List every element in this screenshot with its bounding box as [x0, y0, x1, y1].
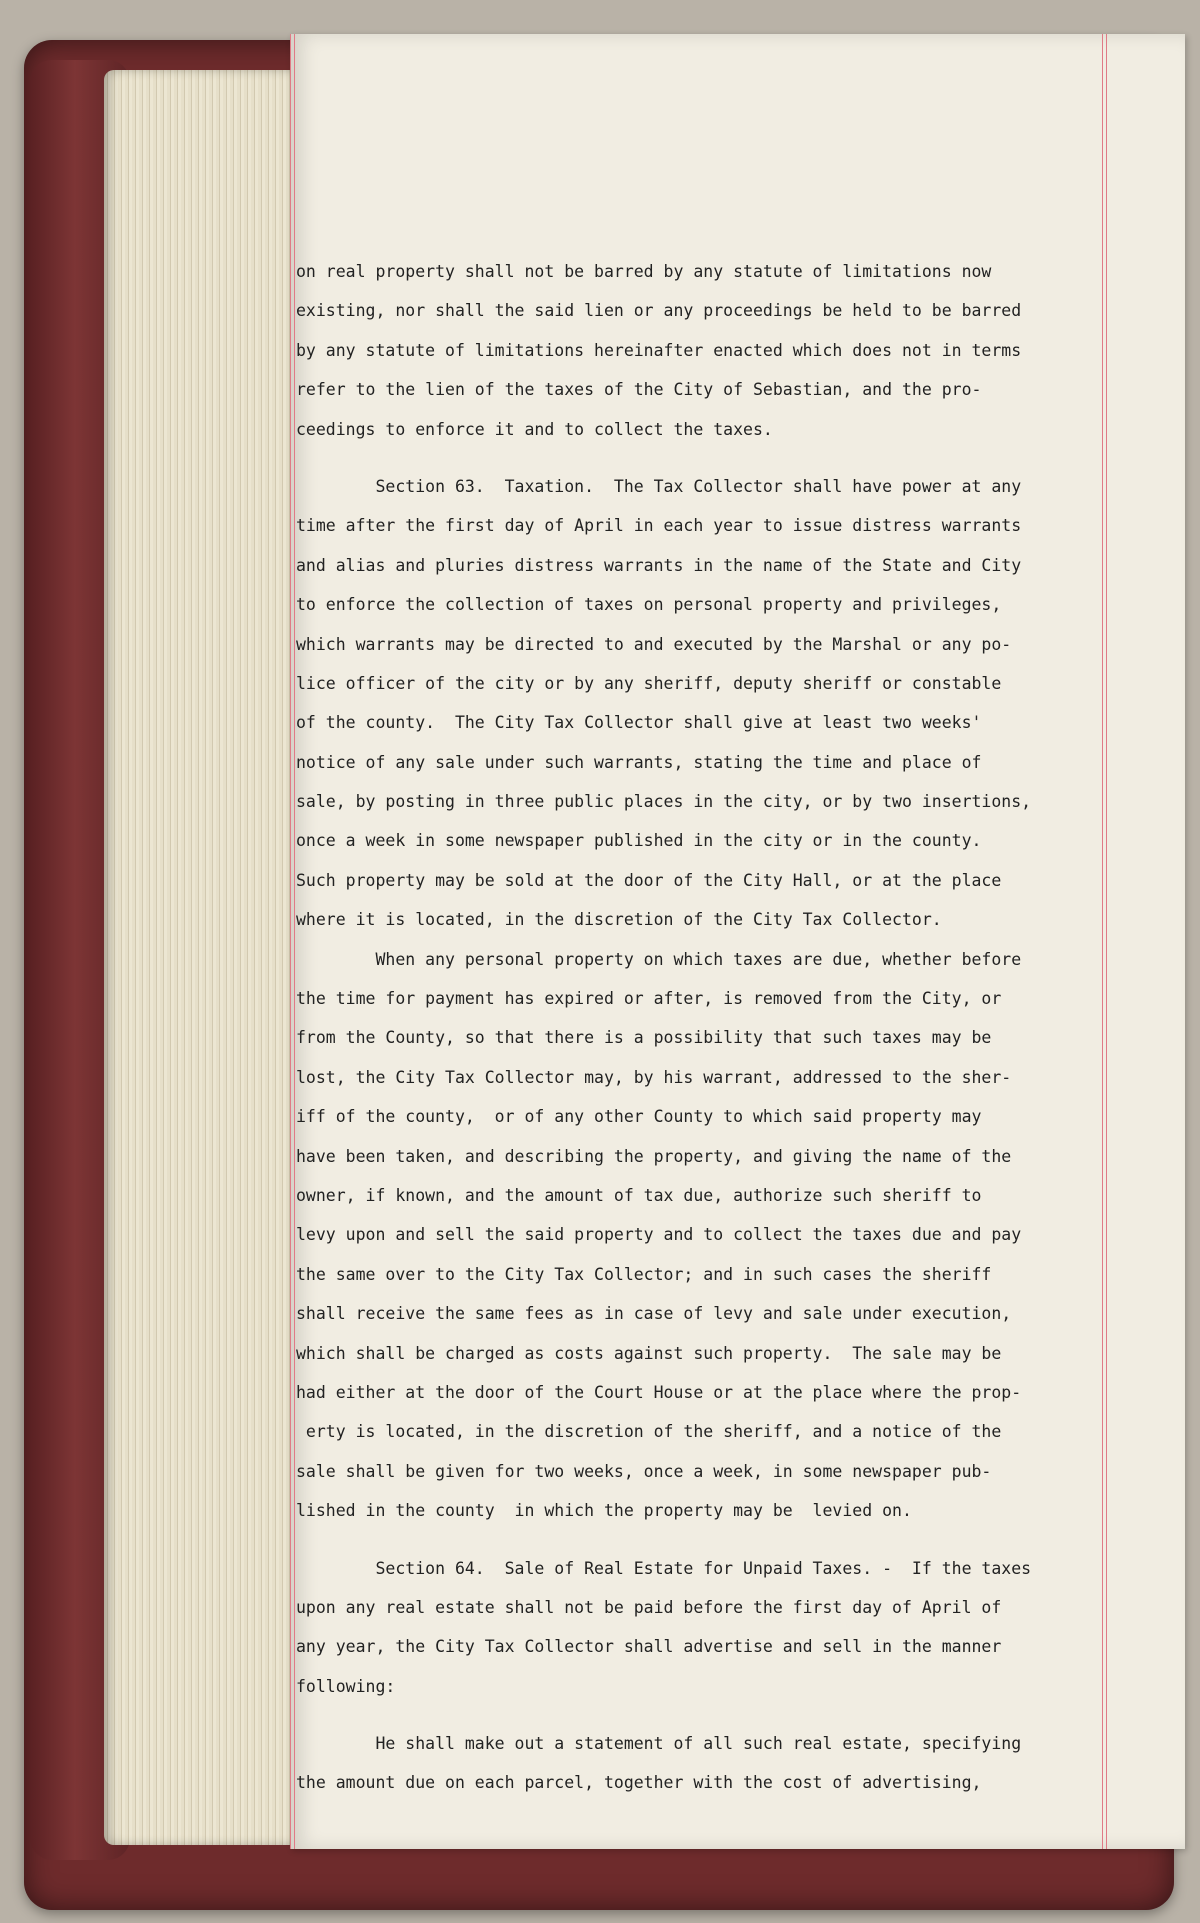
typed-text-body — [296, 252, 1136, 1803]
text-line: lost, the City Tax Collector may, by his warrant, addressed to the sher- — [296, 1067, 1012, 1087]
section-63-taxation — [296, 467, 1136, 1531]
text-line: Such property may be sold at the door of the City Hall, or at the place — [296, 870, 1002, 890]
stacked-page-edges — [104, 70, 294, 1845]
text-line: which shall be charged as costs against such property. The sale may be — [296, 1343, 1002, 1363]
text-line: upon any real estate shall not be paid before the first day of April of — [296, 1597, 1002, 1617]
text-line: any year, the City Tax Collector shall advertise and sell in the manner — [296, 1637, 1002, 1657]
text-line: following: — [296, 1676, 396, 1696]
text-line: sale, by posting in three public places in the city, or by two insertions, — [296, 792, 1032, 812]
text-line: on real property shall not be barred by any statute of limitations now — [296, 262, 992, 281]
section-64-statement-paragraph — [296, 1724, 1136, 1803]
paragraph-continuation — [296, 252, 1136, 449]
left-margin-rule — [290, 34, 291, 1849]
text-line: refer to the lien of the taxes of the City of Sebastian, and the pro- — [296, 380, 982, 400]
text-line: Section 64. Sale of Real Estate for Unpaid Taxes. - If the taxes — [296, 1558, 1032, 1578]
text-line: levy upon and sell the said property and to collect the taxes due and pay — [296, 1225, 1022, 1245]
text-line: existing, nor shall the said lien or any proceedings be held to be barred — [296, 301, 1022, 321]
text-line: He shall make out a statement of all such real estate, specifying — [296, 1734, 1022, 1754]
text-line: from the County, so that there is a possibility that such taxes may be — [296, 1028, 992, 1048]
section-64-sale-of-real-estate — [296, 1549, 1136, 1707]
text-line: When any personal property on which taxes are due, whether before — [296, 949, 1022, 969]
text-line: to enforce the collection of taxes on personal property and privileges, — [296, 595, 1002, 615]
text-line: the amount due on each parcel, together with the cost of advertising, — [296, 1773, 982, 1793]
text-line: by any statute of limitations hereinafter enacted which does not in terms — [296, 340, 1022, 360]
text-line: where it is located, in the discretion of the City Tax Collector. — [296, 910, 942, 930]
text-line: shall receive the same fees as in case of levy and sale under execution, — [296, 1304, 1012, 1324]
text-line: lished in the county in which the property may be levied on. — [296, 1501, 912, 1521]
text-line: owner, if known, and the amount of tax due, authorize such sheriff to — [296, 1185, 982, 1205]
text-line: the time for payment has expired or after, is removed from the City, or — [296, 989, 1002, 1009]
left-margin-rule-inner — [294, 34, 295, 1849]
text-line: which warrants may be directed to and executed by the Marshal or any po- — [296, 634, 1012, 654]
text-line: ceedings to enforce it and to collect the taxes. — [296, 419, 773, 439]
text-line: had either at the door of the Court House or at the place where the prop- — [296, 1382, 1022, 1402]
text-line: Section 63. Taxation. The Tax Collector shall have power at any — [296, 476, 1022, 496]
text-line: have been taken, and describing the property, and giving the name of the — [296, 1146, 1012, 1166]
text-line: sale shall be given for two weeks, once a week, in some newspaper pub- — [296, 1461, 992, 1481]
ledger-page — [290, 34, 1185, 1849]
text-line: notice of any sale under such warrants, stating the time and place of — [296, 752, 982, 772]
text-line: the same over to the City Tax Collector; and in such cases the sheriff — [296, 1264, 992, 1284]
text-line: erty is located, in the discretion of the sheriff, and a notice of the — [296, 1422, 1002, 1442]
text-line: once a week in some newspaper published in the city or in the county. — [296, 831, 982, 851]
text-line: lice officer of the city or by any sheriff, deputy sheriff or constable — [296, 673, 1002, 693]
text-line: time after the first day of April in each year to issue distress warrants — [296, 516, 1022, 536]
text-line: and alias and pluries distress warrants in the name of the State and City — [296, 555, 1022, 575]
text-line: of the county. The City Tax Collector shall give at least two weeks' — [296, 713, 982, 733]
text-line: iff of the county, or of any other County to which said property may — [296, 1107, 982, 1127]
